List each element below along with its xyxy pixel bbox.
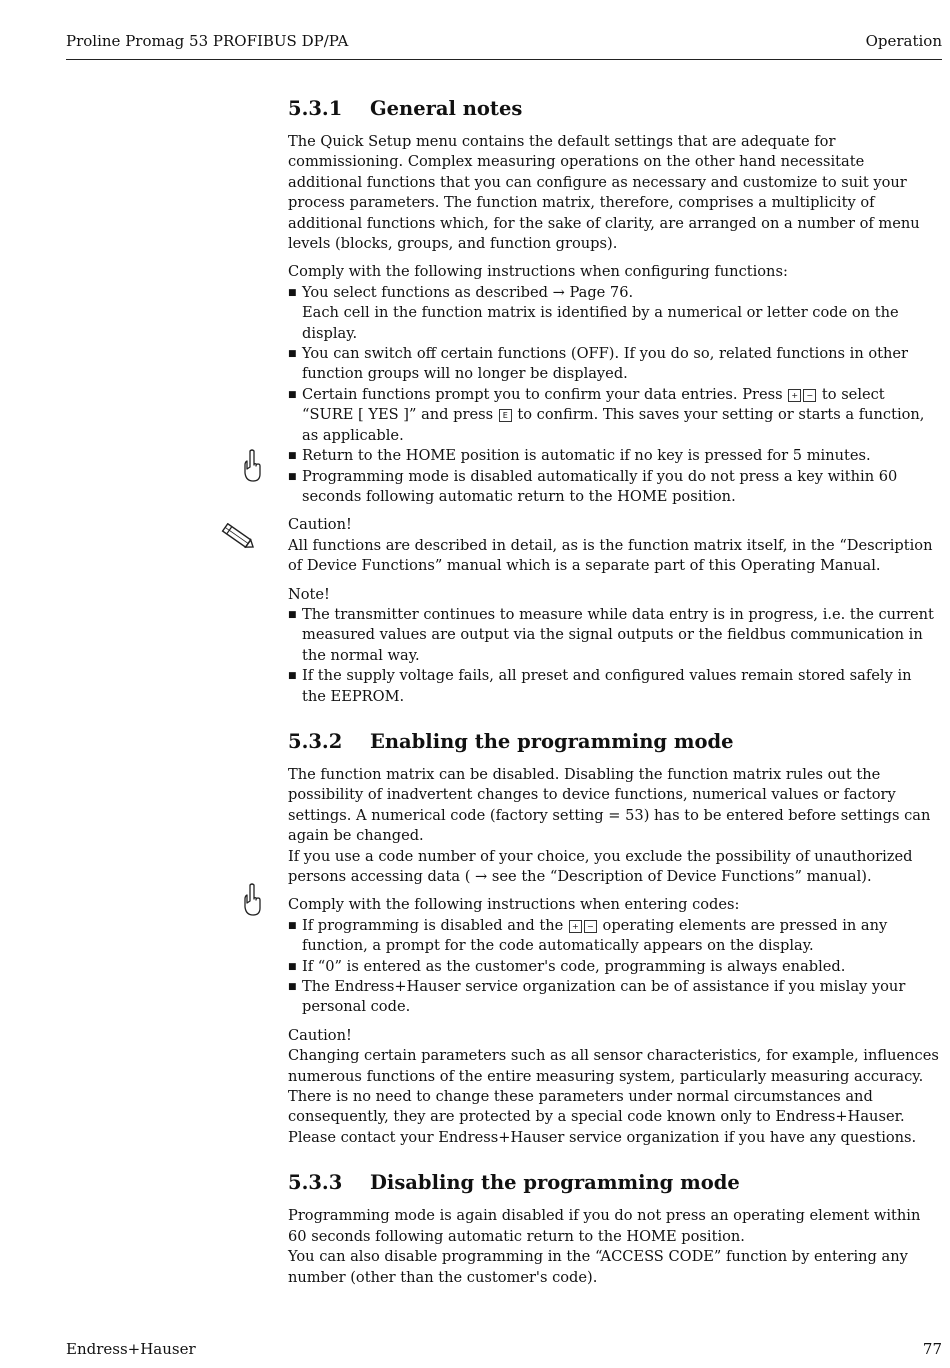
enter-key-icon: E [499, 409, 512, 422]
paragraph: You can also disable programming in the “ACCESS CODE” function by entering any number (other than the customer's code). [288, 1248, 908, 1286]
section-title: Enabling the programming mode [370, 729, 734, 753]
instruction-list [288, 283, 940, 507]
section-heading-general-notes [288, 96, 940, 122]
caution-hand-icon [242, 449, 264, 483]
list-item [288, 283, 940, 344]
list-item-text: If programming is disabled and the [302, 916, 564, 934]
paragraph: The Quick Setup menu contains the default settings that are adequate for commissioning. Complex measuring operations on the other hand necessitate additional functions that you can configure as necessary and customize to suit your process parameters. The function matrix, therefore, comprises a multiplicity of additional functions which, for the sake of clarity, are arranged on a number of menu levels (blocks, groups, and function groups). [288, 133, 920, 253]
list-item: ■ Programming mode is disabled automatically if you do not press a key within 60 seconds following automatic return to the HOME position. [288, 467, 940, 508]
note-pencil-icon [219, 523, 257, 551]
caution-text: All functions are described in detail, as is the function matrix itself, in the “Description of Device Functions” manual which is a separate part of this Operating Manual. [288, 536, 933, 575]
list-item: ■ Return to the HOME position is automatic if no key is pressed for 5 minutes. [288, 446, 940, 466]
list-item: ■ The Endress+Hauser service organization can be of assistance if you mislay your personal code. [288, 977, 940, 1018]
caution-label: Caution! [288, 516, 352, 534]
minus-key-icon: − [584, 920, 597, 933]
paragraph: Comply with the following instructions when entering codes: [288, 896, 740, 914]
paragraph: Comply with the following instructions when configuring functions: [288, 263, 788, 281]
list-item [288, 916, 940, 957]
section-number: 5.3.2 [288, 729, 343, 753]
header-rule [66, 59, 942, 60]
minus-key-icon: − [803, 389, 816, 402]
plus-key-icon: + [569, 920, 582, 933]
section-heading-disabling-programming [288, 1170, 940, 1196]
paragraph: The function matrix can be disabled. Disabling the function matrix rules out the possibility of inadvertent changes to device functions, numerical values or factory settings. A numerical code (factory setting = 53) has to be entered before settings can again be changed. [288, 765, 931, 845]
plus-key-icon: + [788, 389, 801, 402]
note-label: Note! [288, 585, 330, 603]
instruction-list [288, 916, 940, 1018]
running-header-title: Proline Promag 53 PROFIBUS DP/PA [66, 32, 349, 50]
footer-company: Endress+Hauser [66, 1340, 196, 1358]
caution-text: There is no need to change these parameters under normal circumstances and consequently, they are protected by a special code known only to Endress+Hauser. Please contact your Endress+Hauser service organization if you have any questions. [288, 1088, 917, 1146]
section-number: 5.3.1 [288, 97, 343, 120]
section-title: General notes [370, 97, 523, 120]
list-item: ■ If “0” is entered as the customer's code, programming is always enabled. [288, 957, 940, 977]
list-item-text: Each cell in the function matrix is identified by a numerical or letter code on the display. [302, 304, 899, 342]
section-heading-enabling-programming [288, 729, 940, 755]
running-header-section: Operation [865, 32, 942, 50]
list-item-text: Certain functions prompt you to confirm your data entries. Press [302, 385, 783, 403]
list-item: ■ You can switch off certain functions (OFF). If you do so, related functions in other function groups will no longer be displayed. [288, 344, 940, 385]
list-item-text: to select “SURE [ YES ]” and press [302, 385, 885, 424]
caution-hand-icon [242, 883, 264, 917]
note-list [288, 605, 940, 707]
section-number: 5.3.3 [288, 1171, 343, 1195]
page-content [288, 96, 940, 1288]
caution-text: Changing certain parameters such as all sensor characteristics, for example, influences numerous functions of the entire measuring system, particularly measuring accuracy. [288, 1047, 939, 1085]
section-title: Disabling the programming mode [370, 1171, 740, 1195]
page-number: 77 [922, 1340, 942, 1358]
list-item: ■ If the supply voltage fails, all preset and configured values remain stored safely in the EEPROM. [288, 666, 940, 707]
paragraph: Programming mode is again disabled if you do not press an operating element within 60 seconds following automatic return to the HOME position. [288, 1207, 921, 1245]
paragraph: If you use a code number of your choice, you exclude the possibility of unauthorized persons accessing data ( → see the “Description of Device Functions” manual). [288, 847, 913, 885]
list-item: ■ The transmitter continues to measure while data entry is in progress, i.e. the current measured values are output via the signal outputs or the fieldbus communication in the normal way. [288, 605, 940, 666]
list-item-text: operating elements are pressed in any function, a prompt for the code automatically appears on the display. [302, 916, 888, 955]
list-item [288, 385, 940, 446]
list-item-text: to confirm. This saves your setting or starts a function, as applicable. [302, 406, 925, 444]
caution-label: Caution! [288, 1026, 352, 1044]
list-item-text: You select functions as described → Page 76. [302, 283, 634, 301]
